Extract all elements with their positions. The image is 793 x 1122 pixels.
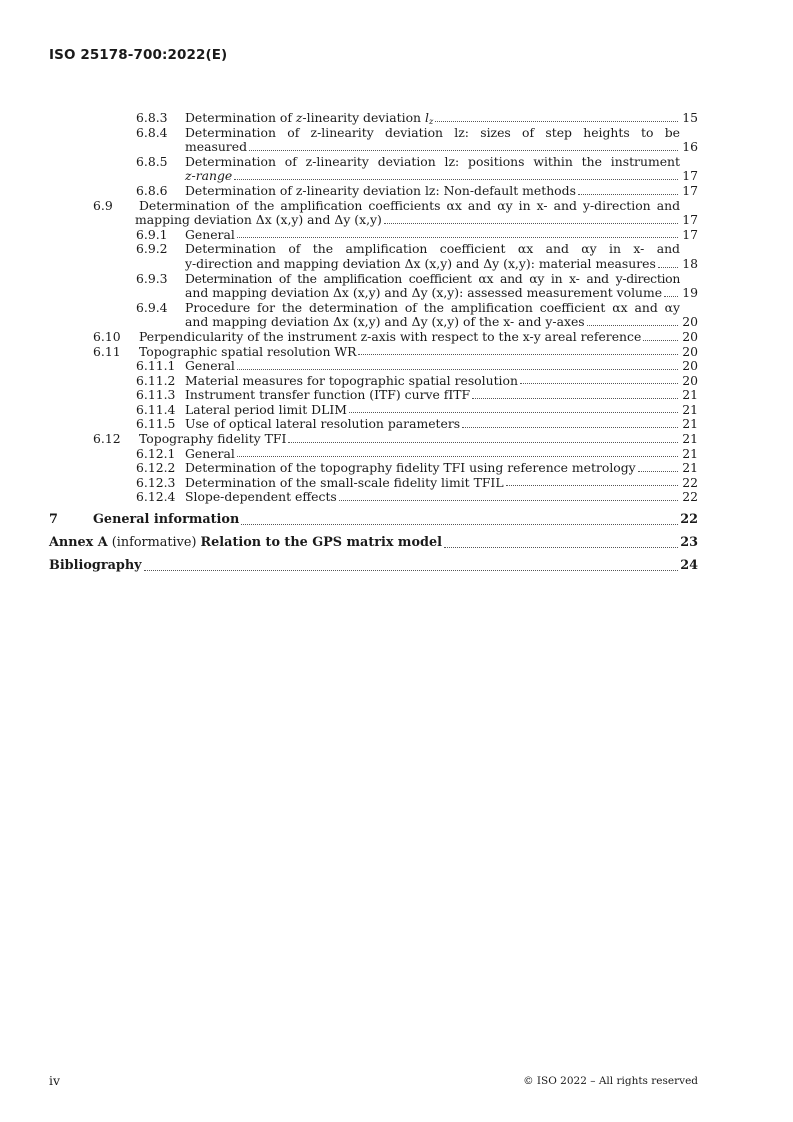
toc-page: 21 (682, 460, 698, 476)
toc-title-line1: Determination of the amplification coefficient αx and αy in x- and y-direction (185, 270, 680, 286)
toc-page: 21 (682, 431, 698, 447)
toc-page: 17 (682, 182, 698, 198)
dot-leader (249, 150, 678, 151)
dot-leader (658, 267, 678, 268)
toc-entry-6-12[interactable] (0, 432, 698, 447)
dot-leader (339, 500, 678, 501)
toc-entry-6-8-4[interactable] (0, 126, 698, 155)
toc-title: General information (93, 512, 240, 528)
toc-entry-6-11-5[interactable] (0, 417, 698, 432)
toc-number: 6.8.3 (136, 110, 168, 125)
toc-page: 16 (682, 139, 698, 155)
toc-entry-6-11-1[interactable] (0, 359, 698, 374)
toc-title-line2: and mapping deviation Δx (x,y) and Δy (x,y) of the x- and y-axes (185, 314, 585, 330)
copyright-notice: © ISO 2022 – All rights reserved (523, 1075, 698, 1087)
toc-entry-6-9-2[interactable] (0, 242, 698, 271)
toc-title: Annex A (informative) Relation to the GPS matrix model (49, 535, 442, 551)
toc-entry-bibliography[interactable] (0, 557, 698, 575)
toc-number: 6.11.5 (136, 416, 176, 432)
toc-title: General (185, 358, 235, 374)
toc-title: Slope-dependent effects (185, 489, 337, 505)
toc-page: 22 (680, 512, 698, 528)
toc-title: Determination of the topography fidelity TFI using reference metrology (185, 460, 636, 476)
toc-number: 6.9.4 (136, 299, 168, 315)
toc-page: 17 (682, 212, 698, 228)
dot-leader (472, 398, 678, 399)
toc-title-line2: measured (185, 139, 247, 155)
toc-page: 20 (682, 358, 698, 374)
table-of-contents (0, 111, 793, 575)
toc-title-line2: mapping deviation Δx (x,y) and Δy (x,y) (135, 212, 382, 228)
toc-number: 6.10 (93, 328, 121, 344)
toc-page: 20 (682, 343, 698, 359)
toc-entry-6-12-4[interactable] (0, 490, 698, 505)
dot-leader (144, 570, 678, 571)
dot-leader (578, 194, 678, 195)
toc-title-line1: Determination of z-linearity deviation lz: sizes of step heights to be (185, 124, 680, 140)
toc-entry-6-8-6[interactable] (0, 184, 698, 199)
toc-number: 6.12 (93, 431, 121, 447)
toc-title: Determination of the small-scale fidelity limit TFIL (185, 474, 504, 490)
toc-title-line2: z-range (185, 168, 233, 184)
toc-entry-annex-a[interactable] (0, 534, 698, 552)
toc-title-line2: y-direction and mapping deviation Δx (x,y) and Δy (x,y): material measures (185, 255, 656, 271)
toc-title: Use of optical lateral resolution parameters (185, 416, 461, 432)
toc-title: General (185, 226, 235, 242)
dot-leader (237, 237, 678, 238)
toc-entry-6-8-3[interactable] (0, 111, 698, 126)
toc-number: 6.8.4 (136, 124, 168, 140)
dot-leader (643, 340, 678, 341)
toc-title: Lateral period limit DLIM (185, 401, 347, 417)
toc-page: 21 (682, 445, 698, 461)
toc-number: 6.8.6 (136, 182, 168, 198)
dot-leader (638, 471, 678, 472)
toc-title-line1: Determination of z-linearity deviation lz: positions within the instrument (185, 153, 680, 169)
dot-leader (462, 427, 678, 428)
toc-number: 6.9.2 (136, 241, 168, 257)
toc-entry-7[interactable] (0, 511, 698, 529)
toc-page: 20 (682, 372, 698, 388)
toc-title-line2: and mapping deviation Δx (x,y) and Δy (x,y): assessed measurement volume (185, 285, 663, 301)
toc-entry-6-9-3[interactable] (0, 272, 698, 301)
toc-title: General (185, 445, 235, 461)
toc-entry-6-12-1[interactable] (0, 447, 698, 462)
toc-page: 15 (682, 110, 698, 125)
toc-title: Determination of z-linearity deviation lz: Non-default methods (185, 182, 576, 198)
dot-leader (664, 296, 678, 297)
dot-leader (435, 121, 678, 122)
toc-number: 6.12.2 (136, 460, 176, 476)
dot-leader (444, 547, 678, 548)
dot-leader (384, 223, 678, 224)
toc-title: Topographic spatial resolution WR (139, 343, 357, 359)
toc-title-line1: Procedure for the determination of the amplification coefficient αx and αy (185, 299, 680, 315)
toc-entry-6-11-4[interactable] (0, 403, 698, 418)
toc-entry-6-9-4[interactable] (0, 301, 698, 330)
toc-entry-6-11-2[interactable] (0, 374, 698, 389)
toc-entry-6-10[interactable] (0, 330, 698, 345)
dot-leader (358, 354, 678, 355)
dot-leader (520, 383, 678, 384)
dot-leader (237, 456, 678, 457)
toc-number: 6.11.2 (136, 372, 176, 388)
toc-page: 20 (682, 328, 698, 344)
dot-leader (349, 412, 678, 413)
dot-leader (237, 369, 678, 370)
dot-leader (234, 179, 678, 180)
toc-number: 6.9.1 (136, 226, 168, 242)
toc-title: Material measures for topographic spatial resolution (185, 372, 518, 388)
toc-entry-6-9[interactable] (0, 199, 698, 228)
dot-leader (506, 485, 678, 486)
toc-title: Perpendicularity of the instrument z-axis with respect to the x-y areal reference (139, 328, 642, 344)
toc-number: 6.11.3 (136, 387, 176, 403)
toc-entry-6-8-5[interactable] (0, 155, 698, 184)
toc-number: 6.11 (93, 343, 121, 359)
dot-leader (288, 442, 678, 443)
toc-entry-6-9-1[interactable] (0, 228, 698, 243)
toc-page: 21 (682, 387, 698, 403)
document-id: ISO 25178-700:2022(E) (49, 47, 228, 63)
toc-title-line1: Determination of the amplification coefficients αx and αy in x- and y-direction and (139, 197, 680, 213)
toc-number: 6.12.1 (136, 445, 176, 461)
toc-number: 6.9 (93, 197, 113, 213)
toc-number: 7 (49, 512, 58, 528)
toc-page: 24 (680, 558, 698, 574)
toc-number: 6.8.5 (136, 153, 168, 169)
toc-page: 20 (682, 314, 698, 330)
toc-title: Instrument transfer function (ITF) curve fITF (185, 387, 471, 403)
toc-entry-6-11[interactable] (0, 345, 698, 360)
toc-title: Bibliography (49, 558, 142, 574)
toc-title-line1: Determination of the amplification coefficient αx and αy in x- and (185, 241, 680, 257)
toc-page: 22 (682, 489, 698, 505)
toc-entry-6-12-2[interactable] (0, 461, 698, 476)
dot-leader (241, 524, 678, 525)
toc-page: 23 (680, 535, 698, 551)
page-number: iv (49, 1073, 60, 1088)
toc-page: 21 (682, 401, 698, 417)
toc-page: 17 (682, 168, 698, 184)
toc-number: 6.11.4 (136, 401, 176, 417)
toc-number: 6.9.3 (136, 270, 168, 286)
toc-number: 6.11.1 (136, 358, 176, 374)
toc-entry-6-11-3[interactable] (0, 388, 698, 403)
dot-leader (587, 325, 678, 326)
toc-number: 6.12.4 (136, 489, 176, 505)
toc-title: Determination of z-linearity deviation $l_z$ (185, 110, 434, 126)
toc-page: 19 (682, 285, 698, 301)
toc-page: 17 (682, 226, 698, 242)
toc-title: Topography fidelity TFI (139, 431, 287, 447)
toc-page: 22 (682, 474, 698, 490)
toc-page: 21 (682, 416, 698, 432)
toc-number: 6.12.3 (136, 474, 176, 490)
toc-entry-6-12-3[interactable] (0, 476, 698, 491)
toc-page: 18 (682, 255, 698, 271)
